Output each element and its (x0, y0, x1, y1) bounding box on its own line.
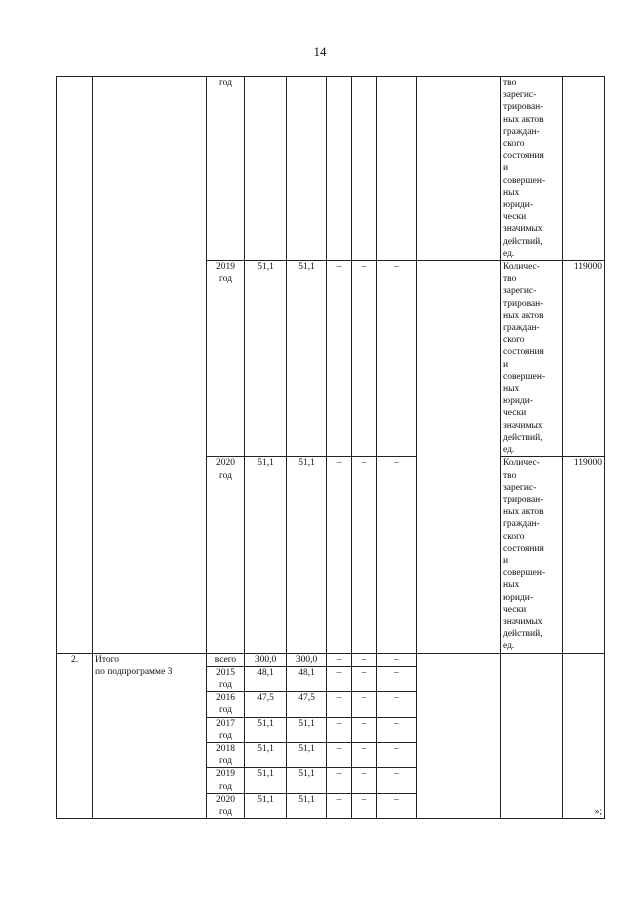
dash-cell: – (377, 261, 417, 457)
dash-cell (327, 77, 352, 261)
total-number-cell: 2. (57, 653, 93, 819)
value-cell: 51,1 (287, 717, 327, 742)
executor-cell (417, 77, 501, 261)
target-cell: 119000 (563, 261, 605, 457)
year-cell: 2019 год (207, 768, 245, 793)
dash-cell: – (377, 717, 417, 742)
value-cell: 300,0 (287, 653, 327, 666)
dash-cell: – (377, 742, 417, 767)
value-cell: 51,1 (287, 261, 327, 457)
target-cell (563, 77, 605, 261)
value-cell: 51,1 (287, 457, 327, 653)
year-cell: год (207, 77, 245, 261)
dash-cell: – (352, 692, 377, 717)
value-cell: 48,1 (245, 666, 287, 691)
year-cell: 2017 год (207, 717, 245, 742)
page-number: 14 (313, 44, 327, 59)
dash-cell: – (352, 793, 377, 818)
dash-cell: – (327, 457, 352, 653)
value-cell: 51,1 (287, 768, 327, 793)
indicator-cell: тво зарегис- трирован- ных актов граждан- ского состояния и совершен- ных юриди- чески значимых действий, ед. (501, 77, 563, 261)
value-cell (287, 77, 327, 261)
year-cell: 2020 год (207, 457, 245, 653)
dash-cell: – (327, 692, 352, 717)
dash-cell: – (352, 261, 377, 457)
target-cell (563, 653, 605, 819)
year-cell: 2016 год (207, 692, 245, 717)
year-cell: 2019 год (207, 261, 245, 457)
value-cell: 300,0 (245, 653, 287, 666)
dash-cell: – (327, 717, 352, 742)
dash-cell: – (352, 457, 377, 653)
dash-cell: – (327, 793, 352, 818)
value-cell: 51,1 (245, 768, 287, 793)
table-row (57, 77, 605, 261)
executor-cell (417, 653, 501, 819)
indicator-cell (501, 653, 563, 819)
total-label-cell: Итого по подпрограмме 3 (93, 653, 207, 819)
value-cell: 47,5 (287, 692, 327, 717)
dash-cell: – (327, 653, 352, 666)
dash-cell: – (352, 666, 377, 691)
program-table (56, 76, 605, 819)
year-cell: 2018 год (207, 742, 245, 767)
dash-cell (377, 77, 417, 261)
year-cell: 2020 год (207, 793, 245, 818)
value-cell: 51,1 (245, 717, 287, 742)
closing-mark: »; (594, 806, 602, 817)
executor-cell (417, 261, 501, 654)
dash-cell: – (377, 692, 417, 717)
year-cell: всего (207, 653, 245, 666)
dash-cell: – (327, 742, 352, 767)
dash-cell: – (352, 717, 377, 742)
dash-cell: – (352, 768, 377, 793)
dash-cell: – (377, 457, 417, 653)
dash-cell: – (327, 768, 352, 793)
value-cell: 51,1 (245, 742, 287, 767)
value-cell: 51,1 (245, 457, 287, 653)
indicator-cell: Количес- тво зарегис- трирован- ных актов граждан- ского состояния и совершен- ных юриди- чески значимых действий, ед. (501, 457, 563, 653)
dash-cell: – (327, 666, 352, 691)
number-cell (57, 77, 93, 654)
dash-cell: – (352, 742, 377, 767)
value-cell: 48,1 (287, 666, 327, 691)
dash-cell: – (377, 653, 417, 666)
dash-cell (352, 77, 377, 261)
value-cell: 47,5 (245, 692, 287, 717)
target-cell: 119000 (563, 457, 605, 653)
value-cell: 51,1 (287, 742, 327, 767)
table-row (57, 653, 605, 666)
value-cell: 51,1 (245, 793, 287, 818)
indicator-cell: Количес- тво зарегис- трирован- ных актов граждан- ского состояния и совершен- ных юриди- чески значимых действий, ед. (501, 261, 563, 457)
dash-cell: – (377, 666, 417, 691)
dash-cell: – (352, 653, 377, 666)
value-cell: 51,1 (245, 261, 287, 457)
dash-cell: – (377, 768, 417, 793)
value-cell (245, 77, 287, 261)
name-cell (93, 77, 207, 654)
dash-cell: – (377, 793, 417, 818)
dash-cell: – (327, 261, 352, 457)
value-cell: 51,1 (287, 793, 327, 818)
year-cell: 2015 год (207, 666, 245, 691)
